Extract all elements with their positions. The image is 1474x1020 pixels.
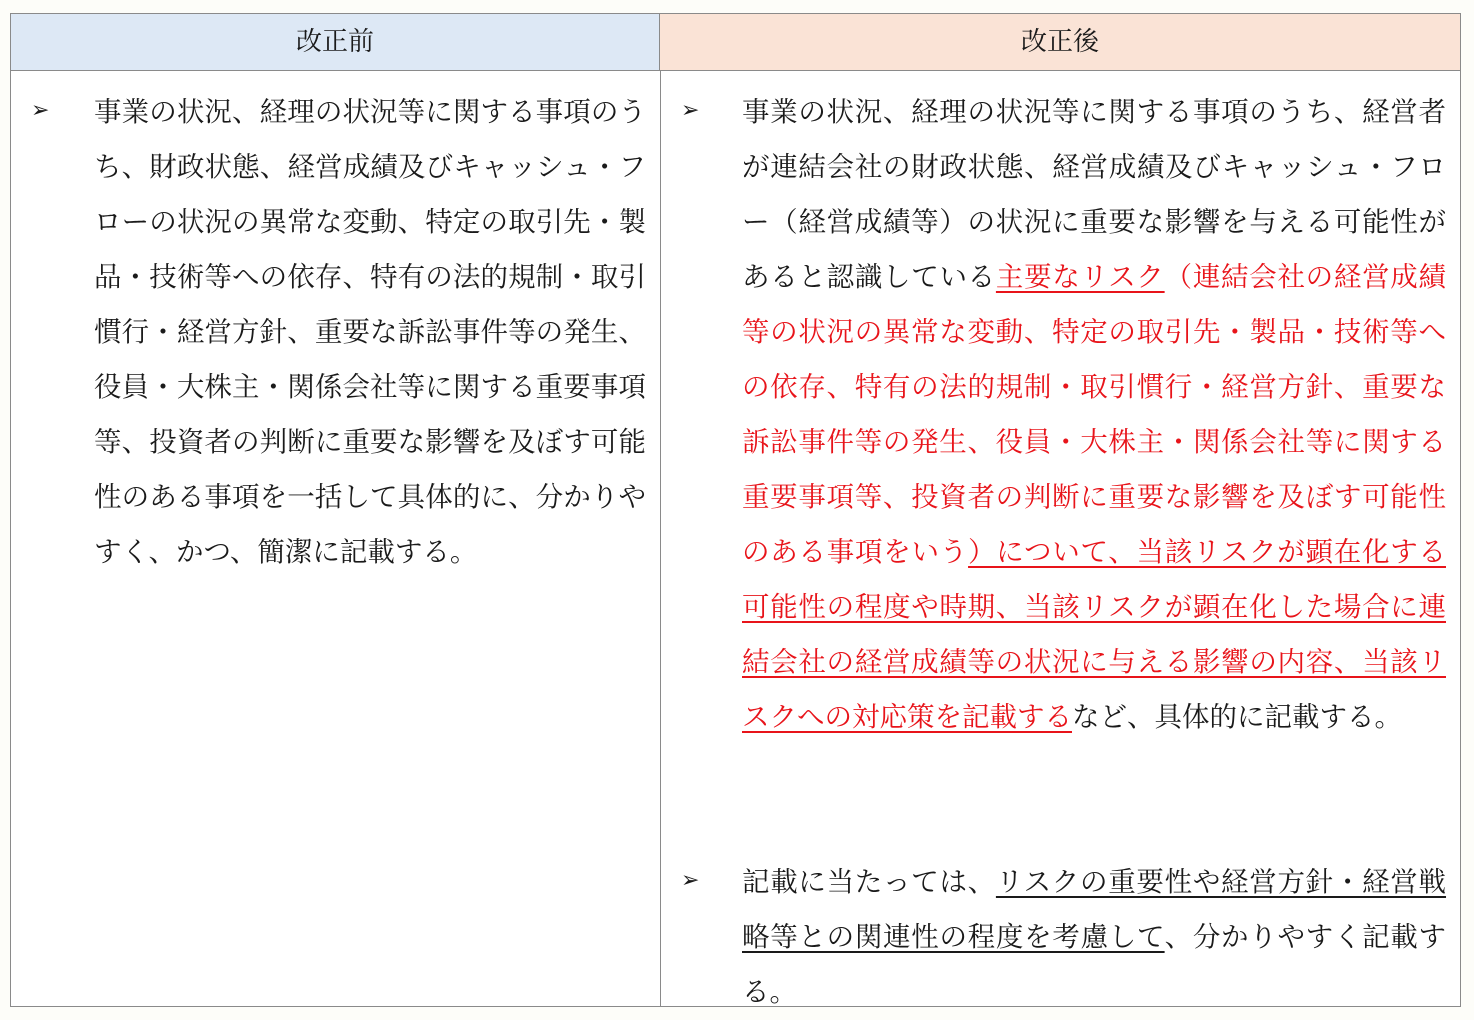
header-before: 改正前 [11, 14, 660, 71]
bullet-arrow-icon: ➢ [31, 98, 50, 123]
after-text-2-plain-start: 記載に当たっては、 [742, 866, 996, 898]
after-text-2 [742, 855, 1446, 1020]
header-after: 改正後 [660, 14, 1460, 71]
bullet-arrow-icon: ➢ [681, 98, 700, 123]
after-text-2-plain-end: 、分かりやすく記載する。 [742, 921, 1447, 1008]
after-text-1-red-underlined-1: 主要なリスク [995, 261, 1165, 293]
after-text-1-plain-end: など、具体的に記載する。 [1072, 701, 1402, 733]
after-cell [661, 71, 1460, 1006]
after-text-1-red-plain: （連結会社の経営成績等の状況の異常な変動、特定の取引先・製品・技術等への依存、特有の法的規制・取引慣行・経営方針、重要な訴訟事件等の発生、役員・大株主・関係会社等に関する重要事項等、投資者の判断に重要な影響を及ぼす可能性のある事項をいう [742, 261, 1447, 568]
after-text-1 [742, 85, 1446, 745]
after-text-2-underlined: リスクの重要性や経営方針・経営戦略等との関連性の程度を考慮して [742, 866, 1447, 953]
before-text: 事業の状況、経理の状況等に関する事項のうち、財政状態、経営成績及びキャッシュ・フローの状況の異常な変動、特定の取引先・製品・技術等への依存、特有の法的規制・取引慣行・経営方針、重要な訴訟事件等の発生、役員・大株主・関係会社等に関する重要事項等、投資者の判断に重要な影響を及ぼす可能性のある事項を一括して具体的に、分かりやすく、かつ、簡潔に記載する。 [94, 96, 646, 568]
comparison-table [10, 13, 1461, 1007]
bullet-arrow-icon: ➢ [681, 868, 700, 893]
before-cell [11, 71, 660, 1006]
after-text-1-red-underlined-2: ）について、当該リスクが顕在化する可能性の程度や時期、当該リスクが顕在化した場合に連結会社の経営成績等の状況に与える影響の内容、当該リスクへの対応策を記載する [742, 536, 1446, 733]
after-text-1-plain-start: 事業の状況、経理の状況等に関する事項のうち、経営者が連結会社の財政状態、経営成績及びキャッシュ・フロー（経営成績等）の状況に重要な影響を与える可能性があると認識している [742, 96, 1446, 293]
